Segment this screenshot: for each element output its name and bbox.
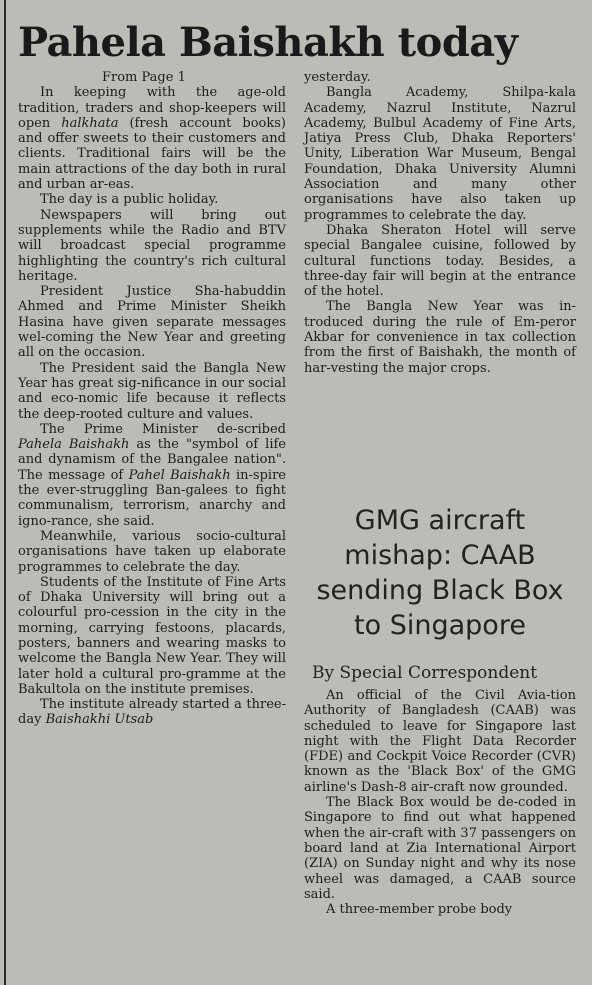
column-rule (4, 0, 6, 985)
second-story-headline: GMG aircraft mishap: CAAB sending Black Box to Singapore (316, 505, 564, 641)
right-article-column (304, 70, 576, 376)
second-story-paragraphs (304, 688, 576, 917)
article-paragraph: yesterday. (304, 70, 371, 85)
left-article-column (18, 70, 286, 728)
article-paragraph: Bangla Academy, Shilpa-kala Academy, Nazrul Institute, Nazrul Academy, Bulbul Academy of Fine Arts, Jatiya Press Club, Dhaka Reporters' Unity, Liberation War Museum, Bengal Foundation, Dhaka University Alumni Association and many other organisations have also taken up programmes to celebrate the day. (304, 85, 576, 223)
left-paragraphs (18, 85, 286, 727)
dateline: From Page 1 (102, 70, 186, 85)
article-paragraph: The institute already started a three-day Baishakhi Utsab (18, 697, 286, 728)
article-paragraph: The Prime Minister de-scribed Pahela Baishakh as the "symbol of life and dynamism of the Bangalee nation". The message of Pahel Baishakh in-spire the ever-struggling Ban-galees to fight communalism, terrorism, anarchy and igno-rance, she said. (18, 421, 286, 529)
right-paragraphs (304, 70, 576, 376)
article-paragraph: A three-member probe body (326, 902, 513, 918)
article-paragraph: Dhaka Sheraton Hotel will serve special Bangalee cuisine, followed by cultural functions today. Besides, a three-day fair will begin at the entrance of the hotel. (304, 222, 576, 300)
article-paragraph: An official of the Civil Avia-tion Authority of Bangladesh (CAAB) was scheduled to leave for Singapore last night with the Flight Data Recorder (FDE) and Cockpit Voice Recorder (CVR) known as the 'Black Box' of the GMG airline's Dash-8 air-craft now grounded. (304, 688, 576, 795)
second-story-body (304, 688, 576, 917)
article-paragraph: The day is a public holiday. (40, 192, 219, 208)
article-paragraph: The Bangla New Year was in-troduced during the rule of Em-peror Akbar for convenience in tax collection from the first of Baishakh, the month of har-vesting the major crops. (304, 299, 576, 376)
article-paragraph: The Black Box would be de-coded in Singapore to find out what happened when the air-craft with 37 passengers on board land at Zia International Airport (ZIA) on Sunday night and why its nose wheel was damaged, a CAAB source said. (304, 795, 576, 902)
byline: By Special Correspondent (312, 663, 538, 683)
article-paragraph: In keeping with the age-old tradition, traders and shop-keepers will open halkhata (fresh account books) and offer sweets to their customers and clients. Traditional fairs will be the main attractions of the day both in rural and urban ar-eas. (18, 85, 286, 193)
article-paragraph: Meanwhile, various socio-cultural organisations have taken up elaborate programmes to celebrate the day. (18, 528, 286, 575)
article-paragraph: Students of the Institute of Fine Arts of Dhaka University will bring out a colourful pro-cession in the city in the morning, carrying festoons, placards, posters, banners and wearing masks to welcome the Bangla New Year. They will later hold a cultural pro-gramme at the Bakultola on the institute premises. (18, 574, 286, 697)
article-paragraph: President Justice Sha-habuddin Ahmed and Prime Minister Sheikh Hasina have given separate messages wel-coming the New Year and greeting all on the occasion. (18, 284, 286, 361)
article-paragraph: The President said the Bangla New Year has great sig-nificance in our social and eco-nomic life because it reflects the deep-rooted culture and values. (18, 360, 286, 422)
article-paragraph: Newspapers will bring out supplements while the Radio and BTV will broadcast special programme highlighting the country's rich cultural heritage. (18, 207, 286, 284)
main-headline: Pahela Baishakh today (18, 19, 518, 66)
